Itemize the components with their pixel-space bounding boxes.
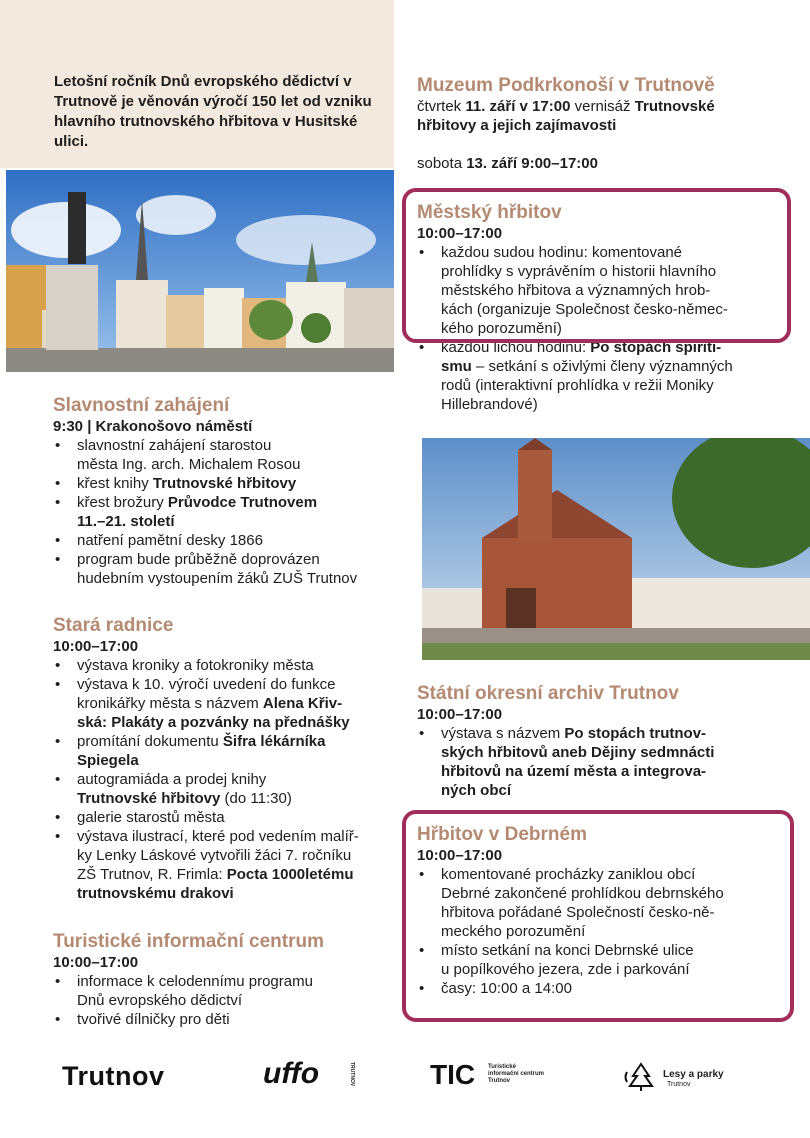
section-heading: Stará radnice [53,615,174,636]
section-time: 10:00–17:00 [53,638,139,655]
section-heading: Muzeum Podkrkonoší v Trutnově [417,75,715,96]
museum-saturday: sobota 13. září 9:00–17:00 [417,155,598,172]
item-list [53,436,398,588]
item-list [417,724,797,800]
museum-line: čtvrtek 11. září v 17:00 vernisáž Trutnovské hřbitovy a jejich zajímavosti [417,98,715,134]
tic-logo-text: TIC [430,1059,476,1090]
list-item: • křest brožury Průvodce Trutnovem 11.–21. století [53,493,398,531]
section-debrne [417,824,797,998]
section-heading: Státní okresní archiv Trutnov [417,683,679,704]
list-item: • program bude průběžně doprovázen hudebním vystoupením žáků ZUŠ Trutnov [53,550,398,588]
section-heading: Městský hřbitov [417,202,562,223]
item-list [53,972,398,1029]
section-muzeum [417,75,797,173]
tic-logo [430,1059,580,1094]
list-item: • galerie starostů města [53,808,398,827]
list-item: • autogramiáda a prodej knihy Trutnovské hřbitovy (do 11:30) [53,770,398,808]
intro-text: Letošní ročník Dnů evropského dědictví v Trutnově je věnován výročí 150 let od vzniku hlavního trutnovského hřbitova v Husitské ulici. [54,73,372,150]
list-item: • komentované procházky zaniklou obcí Debrné zakončené prohlídkou debrnského hřbitova pořádané Společností česko-ně- meckého porozumění [417,865,797,941]
lesy-logo-subtitle: Trutnov [667,1081,691,1088]
town-square-photo [6,170,394,372]
section-time: 10:00–17:00 [417,847,503,864]
list-item: • promítání dokumentu Šifra lékárníka Spiegela [53,732,398,770]
list-item: • natření pamětní desky 1866 [53,531,398,550]
list-item: • výstava ilustrací, které pod vedením malíř- ky Lenky Láskové vytvořili žáci 7. ročníku ZŠ Trutnov, R. Frimla: Pocta 1000letému trutnovskému drakovi [53,827,398,903]
lesy-a-parky-logo [623,1062,743,1094]
section-heading: Slavnostní zahájení [53,395,230,416]
section-time: 10:00–17:00 [53,954,139,971]
section-stara-radnice [53,615,398,903]
list-item: • výstava s názvem Po stopách trutnov- ských hřbitovů aneb Dějiny sedmnácti hřbitovů na území města a integrova- ných obcí [417,724,797,800]
list-item: • křest knihy Trutnovské hřbitovy [53,474,398,493]
tree-icon [623,1062,659,1092]
section-time: 10:00–17:00 [417,706,503,723]
tic-logo-caption: Turistické informační centrum Trutnov [488,1064,545,1084]
section-archiv [417,683,797,800]
list-item: • místo setkání na konci Debrnské ulice u popílkového jezera, zde i parkování [417,941,797,979]
list-item: • tvořivé dílničky pro děti [53,1010,398,1029]
item-list [417,865,797,998]
list-item: • každou lichou hodinu: Po stopách spiriti- smu – setkání s oživlými členy významných rodů (interaktivní prohlídka v režii Moniky Hillebrandové) [417,338,797,414]
lesy-logo-title: Lesy a parky [663,1069,724,1080]
section-time: 9:30 | Krakonošovo náměstí [53,418,253,435]
section-heading: Turistické informační centrum [53,931,324,952]
list-item: • každou sudou hodinu: komentované prohlídky s vyprávěním o historii hlavního městského hřbitova a významných hrob- kách (organizuje Společnost česko-němec- kého porozumění) [417,243,797,338]
uffo-logo-side: TRUTNOV [349,1062,355,1087]
list-item: • časy: 10:00 a 14:00 [417,979,797,998]
section-heading: Hřbitov v Debrném [417,824,587,845]
list-item: • výstava kroniky a fotokroniky města [53,656,398,675]
section-tic [53,931,398,1029]
list-item: • slavnostní zahájení starostou města Ing. arch. Michalem Rosou [53,436,398,474]
section-slavnostni-zahajeni [53,395,398,588]
list-item: • výstava k 10. výročí uvedení do funkce kronikářky města s názvem Alena Křiv- ská: Plakáty a pozvánky na přednášky [53,675,398,732]
uffo-logo-text: uffo [263,1057,320,1090]
section-mestsky-hrbitov [417,202,797,414]
cemetery-church-photo [422,438,810,660]
list-item: • informace k celodennímu programu Dnů evropského dědictví [53,972,398,1010]
item-list [417,243,797,414]
section-time: 10:00–17:00 [417,225,503,242]
item-list [53,656,398,903]
trutnov-logo: Trutnov [62,1061,165,1091]
uffo-logo [263,1057,358,1094]
